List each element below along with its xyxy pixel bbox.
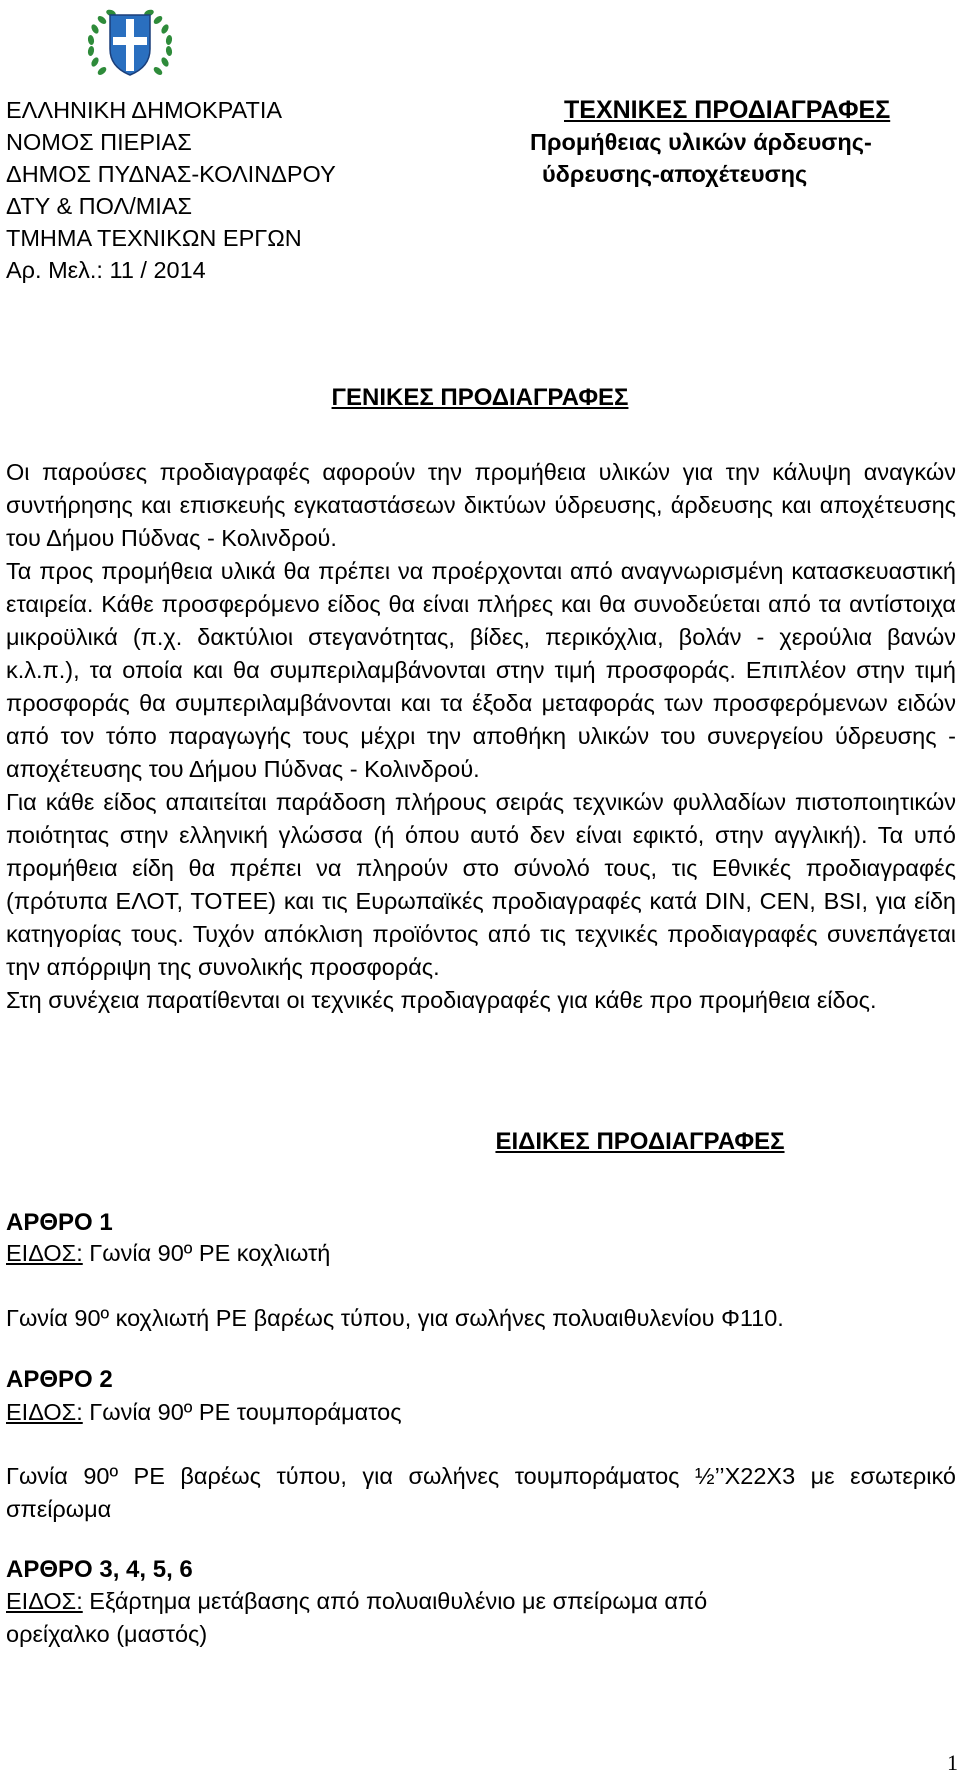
- paragraph: Οι παρούσες προδιαγραφές αφορούν την προμήθεια υλικών για την κάλυψη αναγκών συντήρησης και επισκευής εγκαταστάσεων δικτύων ύδρευσης, άρδευσης και αποχέτευσης του Δήμου Πύδνας - Κολινδρού.: [6, 459, 956, 551]
- article-1-title: ΑΡΘΡΟ 1: [6, 1209, 113, 1236]
- general-specs-text: [6, 456, 956, 1017]
- general-specs-heading: ΓΕΝΙΚΕΣ ΠΡΟΔΙΑΓΡΑΦΕΣ: [331, 384, 629, 411]
- greek-state-emblem-icon: [80, 1, 180, 87]
- issuer-block: [6, 94, 336, 286]
- document-title-block: [530, 94, 930, 190]
- document-subtitle-line2: ύδρευσης-αποχέτευσης: [542, 161, 808, 187]
- article-3-6-title: ΑΡΘΡΟ 3, 4, 5, 6: [6, 1556, 193, 1583]
- article-1-description: Γωνία 90º κοχλιωτή PE βαρέως τύπου, για σωλήνες πολυαιθυλενίου Φ110.: [6, 1305, 784, 1331]
- item-label: ΕΙΔΟΣ:: [6, 1588, 83, 1614]
- issuer-line: ΔΤΥ & ΠΟΛ/ΜΙΑΣ: [6, 193, 193, 219]
- item-label: ΕΙΔΟΣ:: [6, 1399, 83, 1425]
- paragraph: Για κάθε είδος απαιτείται παράδοση πλήρους σειράς τεχνικών φυλλαδίων πιστοποιητικών ποιότητας στην ελληνική γλώσσα (ή όπου αυτό δεν είναι εφικτό, στην αγγλική). Τα υπό προμήθεια είδη θα πρέπει να πληρούν στο σύνολό τους, τις Εθνικές προδιαγραφές (πρότυπα ΕΛΟΤ, ΤΟΤΕΕ) και τις Ευρωπαϊκές προδιαγραφές κατά DIN, CEN, BSI, για είδη κατηγορίας τους. Τυχόν απόκλιση προϊόντος από τις τεχνικές προδιαγραφές συνεπάγεται την απόρριψη της συνολικής προσφοράς.: [6, 789, 956, 980]
- study-number: Αρ. Μελ.: 11 / 2014: [6, 257, 206, 283]
- page-number: 1: [947, 1750, 958, 1775]
- special-specs-heading: ΕΙΔΙΚΕΣ ΠΡΟΔΙΑΓΡΑΦΕΣ: [495, 1128, 785, 1155]
- issuer-line: ΕΛΛΗΝΙΚΗ ΔΗΜΟΚΡΑΤΙΑ: [6, 97, 283, 123]
- article-2-description: Γωνία 90º PE βαρέως τύπου, για σωλήνες τουμποράματος ½’’Χ22Χ3 με εσωτερικό σπείρωμα: [6, 1463, 956, 1522]
- paragraph: Τα προς προμήθεια υλικά θα πρέπει να προέρχονται από αναγνωρισμένη κατασκευαστική εταιρεία. Κάθε προσφερόμενο είδος θα είναι πλήρες και θα συνοδεύεται από τα αντίστοιχα μικροϋλικά (π.χ. δακτύλιοι στεγανότητας, βίδες, περικόχλια, βολάν - χερούλια βανών κ.λ.π.), τα οποία και θα συμπεριλαμβάνονται στην τιμή προσφοράς. Επιπλέον στην τιμή προσφοράς θα συμπεριλαμβάνονται και τα έξοδα μεταφοράς των προσφερόμενων ειδών από τον τόπο παραγωγής τους μέχρι την αποθήκη υλικών του συνεργείου ύδρευσης - αποχέτευσης του Δήμου Πύδνας - Κολινδρού.: [6, 558, 956, 782]
- article-3-6-item-cont: ορείχαλκο (μαστός): [6, 1621, 208, 1647]
- issuer-line: ΝΟΜΟΣ ΠΙΕΡΙΑΣ: [6, 129, 192, 155]
- article-1-item: [6, 1237, 956, 1270]
- article-2-title: ΑΡΘΡΟ 2: [6, 1366, 113, 1393]
- paragraph: Στη συνέχεια παρατίθενται οι τεχνικές προδιαγραφές για κάθε προ προμήθεια είδος.: [6, 987, 877, 1013]
- article-2-item: [6, 1396, 956, 1429]
- item-name: Γωνία 90º PE κοχλιωτή: [82, 1240, 331, 1266]
- document-subtitle-line1: Προμήθειας υλικών άρδευσης-: [530, 129, 872, 155]
- issuer-line: ΤΜΗΜΑ ΤΕΧΝΙΚΩΝ ΕΡΓΩΝ: [6, 225, 302, 251]
- item-name: Γωνία 90º PE τουμποράματος: [82, 1399, 402, 1425]
- item-label: ΕΙΔΟΣ:: [6, 1240, 83, 1266]
- article-3-6-item: [6, 1585, 956, 1618]
- issuer-line: ΔΗΜΟΣ ΠΥΔΝΑΣ-ΚΟΛΙΝΔΡΟΥ: [6, 161, 336, 187]
- item-name: Εξάρτημα μετάβασης από πολυαιθυλένιο με σπείρωμα από: [82, 1588, 708, 1614]
- document-title: ΤΕΧΝΙΚΕΣ ΠΡΟΔΙΑΓΡΑΦΕΣ: [564, 96, 891, 124]
